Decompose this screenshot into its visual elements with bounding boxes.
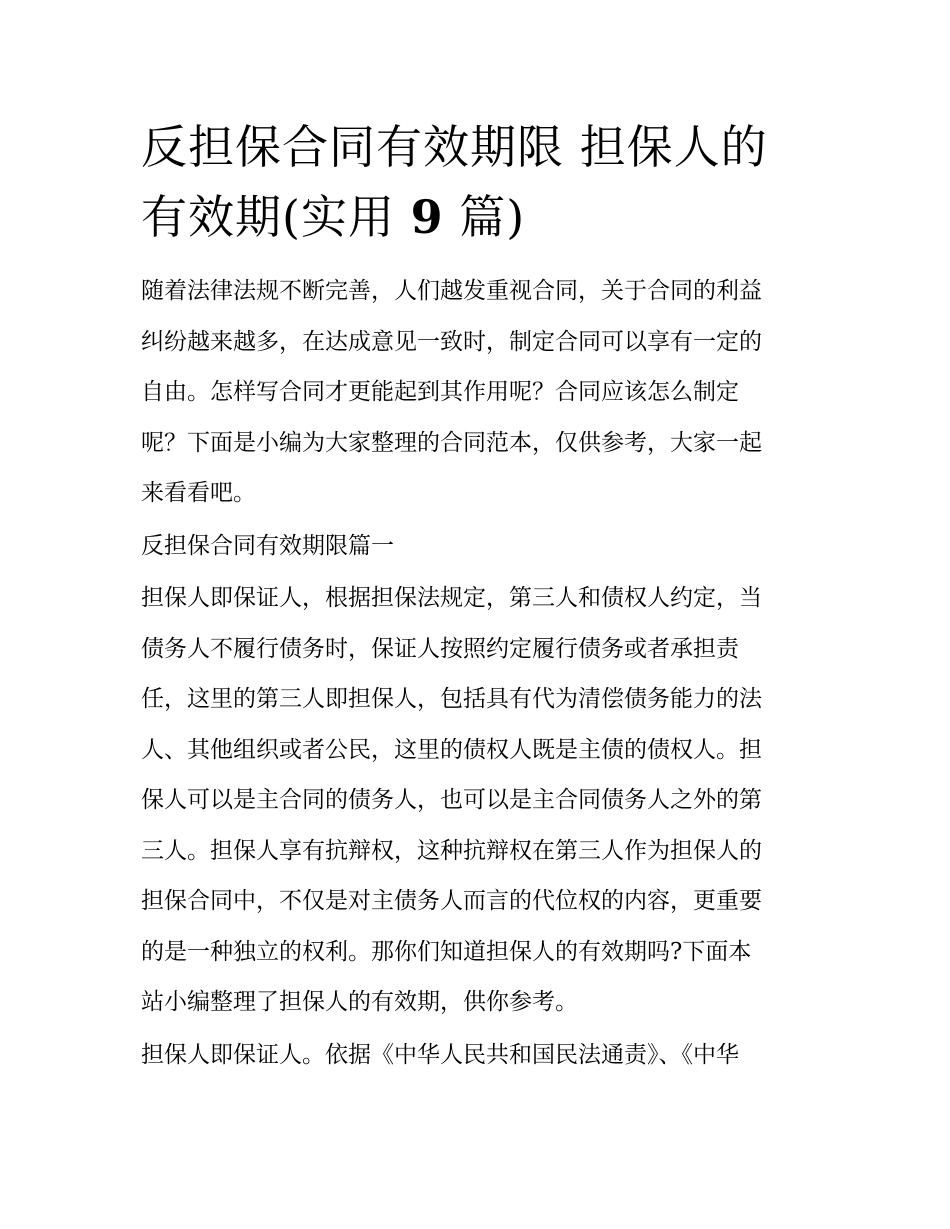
document-title: [141, 112, 813, 252]
title-line-2: [141, 182, 813, 252]
paragraph-line: 人、其他组织或者公民，这里的债权人既是主债的债权人。担: [141, 736, 762, 763]
paragraph-line: 呢？下面是小编为大家整理的合同范本，仅供参考，大家一起: [141, 429, 762, 456]
body-paragraph: [141, 573, 813, 1028]
paragraph-line: 随着法律法规不断完善，人们越发重视合同，关于合同的利益: [141, 278, 762, 304]
paragraph-line: 任，这里的第三人即担保人，包括具有代为清偿债务能力的法: [141, 686, 762, 712]
paragraph-line: 担保人即保证人，根据担保法规定，第三人和债权人约定，当: [141, 585, 762, 611]
paragraph-line: 担保人即保证人。依据《中华人民共和国民法通责》、《中华: [141, 1041, 739, 1068]
paragraph-line: 的是一种独立的权利。那你们知道担保人的有效期吗?下面本: [141, 938, 752, 965]
paragraph-line: 自由。怎样写合同才更能起到其作用呢？合同应该怎么制定: [141, 379, 739, 405]
title-number: 9: [410, 190, 444, 244]
paragraph-line: 纠纷越来越多，在达成意见一致时，制定合同可以享有一定的: [141, 328, 762, 355]
paragraph-line: 来看看吧。: [141, 480, 256, 506]
title-text-a: 有效期(实用: [141, 190, 411, 244]
body-paragraph: [141, 1030, 813, 1081]
title-line-1: 反担保合同有效期限 担保人的: [141, 120, 768, 174]
section-heading-text: 反担保合同有效期限篇一: [141, 532, 394, 559]
section-heading: [141, 521, 813, 572]
intro-paragraph: [141, 266, 813, 519]
paragraph-line: 债务人不履行债务时，保证人按照约定履行债务或者承担责: [141, 635, 739, 662]
paragraph-line: 三人。担保人享有抗辩权，这种抗辩权在第三人作为担保人的: [141, 837, 762, 864]
paragraph-line: 保人可以是主合同的债务人，也可以是主合同债务人之外的第: [141, 787, 762, 813]
paragraph-line: 担保合同中，不仅是对主债务人而言的代位权的内容，更重要: [141, 888, 762, 914]
title-text-c: 篇): [443, 190, 526, 244]
paragraph-line: 站小编整理了担保人的有效期，供你参考。: [141, 989, 578, 1015]
document-page: [141, 112, 813, 1082]
